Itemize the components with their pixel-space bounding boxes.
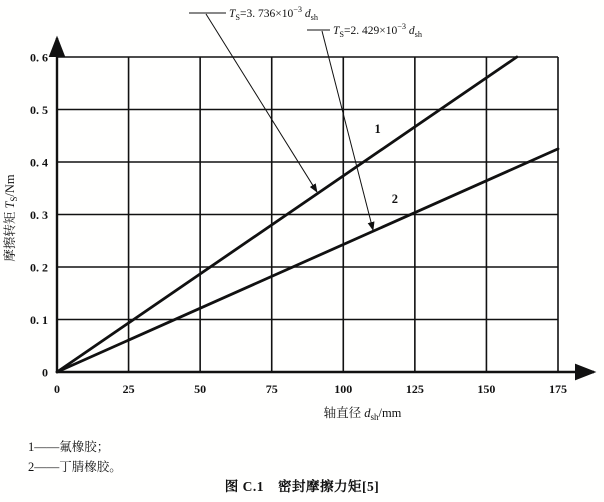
x-tick-label: 25 (122, 382, 135, 396)
series-line-2 (57, 149, 558, 372)
chart-legend (28, 437, 122, 477)
annotation-leader-arrow-1 (206, 14, 317, 192)
curve-number-label-2: 2 (391, 191, 398, 206)
x-tick-label: 175 (549, 382, 567, 396)
y-tick-label: 0. 6 (30, 50, 48, 65)
annotation-leader-arrow-2 (322, 31, 373, 230)
y-tick-label: 0. 4 (30, 155, 48, 170)
y-tick-label: 0. 5 (30, 103, 48, 117)
x-tick-label: 150 (477, 382, 496, 396)
x-tick-label: 75 (265, 382, 278, 396)
annotation-formula-2: $T_S=2$. $429\times 10^{-3}$ $d_{sh}$ (333, 22, 423, 39)
y-tick-label: 0. 2 (30, 260, 48, 275)
legend-item-nitrile-rubber: 2——丁腈橡胶。 (28, 460, 122, 474)
y-tick-label: 0. 1 (30, 313, 48, 327)
x-tick-label: 0 (54, 382, 60, 396)
annotation-formula-1: $T_S=3$. $736\times 10^{-3}$ $d_{sh}$ (229, 5, 319, 22)
x-tick-label: 100 (334, 382, 353, 396)
y-axis-title: 摩擦转矩 $T_S/Nm$ (3, 174, 19, 262)
legend-item-fluororubber: 1——氟橡胶； (28, 440, 110, 454)
x-tick-label: 125 (405, 382, 424, 396)
curve-number-label-1: 1 (374, 122, 381, 137)
figure-caption: 图 C.1 密封摩擦力矩[5] (224, 479, 380, 494)
y-tick-label: 0. 3 (30, 208, 48, 222)
x-tick-label: 50 (194, 382, 207, 396)
x-axis-title: 轴直径 $d_{sh}/mm$ (323, 406, 402, 422)
y-tick-label: 0 (42, 365, 48, 380)
